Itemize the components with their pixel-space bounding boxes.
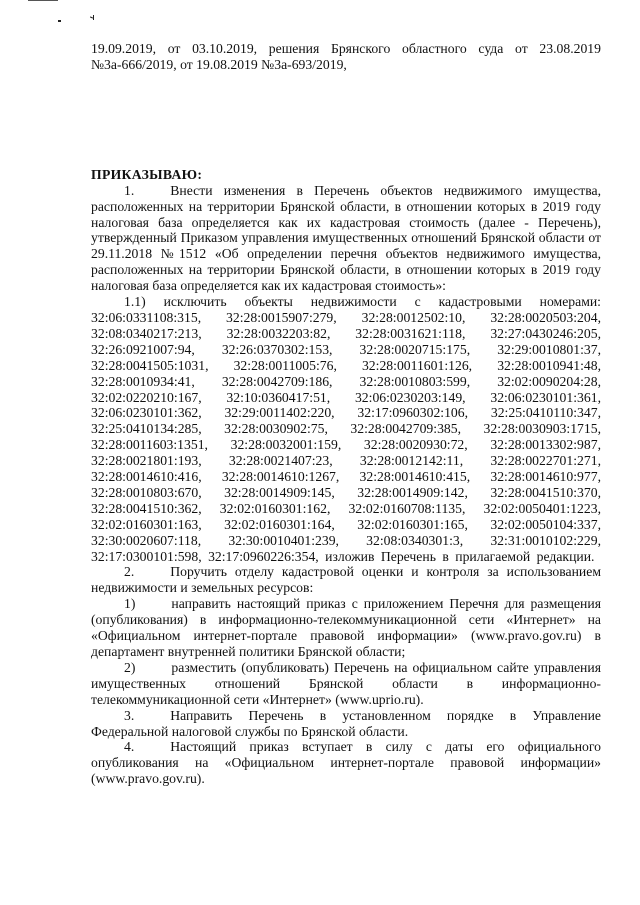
item-2-sub-1-paragraph [91, 596, 601, 660]
item-1-paragraph [91, 183, 601, 294]
item-4-number: 4. [124, 739, 135, 755]
item-2-paragraph [91, 564, 601, 596]
intro-paragraph: 19.09.2019, от 03.10.2019, решения Брянского областного суда от 23.08.2019 №3а-666/2019, от 19.08.2019 №3а-693/2019, [91, 41, 601, 72]
item-2-sub-2-text: разместить (опубликовать) Перечень на официальном сайте управления имущественных отношений Брянской области в информационно-телекоммуникационной сети «Интернет» (www.uprio.ru). [91, 659, 601, 707]
item-3-text: Направить Перечень в установленном порядке в Управление Федеральной налоговой службы по Брянской области. [91, 707, 601, 739]
order-heading: ПРИКАЗЫВАЮ: [91, 166, 203, 182]
scan-speck [58, 20, 61, 22]
document-page [91, 41, 601, 787]
subitem-1-1-tail: изложив Перечень в прилагаемой редакции. [325, 548, 595, 564]
item-3-number: 3. [124, 707, 135, 723]
subitem-1-1-lead: 1.1) исключить объекты недвижимости с кадастровыми номерами: [124, 294, 601, 310]
item-1-text: Внести изменения в Перечень объектов недвижимого имущества, расположенных на территории Брянской области, в отношении которых в 2019 году налоговая база определяется как их кадастровая стоимость (далее - Перечень), утвержденный Приказом управления имущественных отношений Брянской области от 29.11.2018 №1512 «Об определении перечня объектов недвижимого имущества, расположенных на территории Брянской области, в отношении которых в 2019 году налоговая база определяется как их кадастровая стоимость»: [91, 182, 601, 294]
item-2-text: Поручить отделу кадастровой оценки и контроля за использованием недвижимости и земельных ресурсов: [91, 564, 601, 596]
item-2-number: 2. [124, 564, 135, 580]
item-2-sub-2-paragraph [91, 660, 601, 708]
item-2-sub-2-number: 2) [124, 659, 136, 675]
item-4-paragraph [91, 739, 601, 787]
item-4-text: Настоящий приказ вступает в силу с даты его официального опубликования на «Официальном интернет-портале правовой информации» (www.pravo.gov.ru). [91, 739, 601, 787]
item-1-number: 1. [124, 182, 135, 198]
item-2-sub-1-text: направить настоящий приказ с приложением Перечня для размещения (опубликования) в информационно-телекоммуникационной сети «Интернет» на «Официальном интернет-портале правовой информации» (www.pravo.gov.ru) в департамент внутренней политики Брянской области; [91, 596, 601, 659]
cadastral-numbers-list: 32:06:0331108:315, 32:28:0015907:279, 32:28:0012502:10, 32:28:0020503:204, 32:08:0340217:213, 32:28:0032203:82, 32:28:0031621:118, 32:27:0430246:205, 32:26:0921007:94, 32:26:0370302:153, 32:28:0020715:175, 32:29:0010801:37, 32:28:0041505:1031, 32:28:0011005:76, 32:28:0011601:126, 32:28:0010941:48, 32:28:0010934:41, 32:28:0042709:186, 32:28:0010803:599, 32:02:0090204:28, 32:02:0220210:167, 32:10:0360417:51, 32:06:0230203:149, 32:06:0230101:361, 32:06:0230101:362, 32:29:0011402:220, 32:17:0960302:106, 32:25:0410110:347, 32:25:0410134:285, 32:28:0030902:75, 32:28:0042709:385, 32:28:0030903:1715, 32:28:0011603:1351, 32:28:0032001:159, 32:28:0020930:72, 32:28:0013302:987, 32:28:0021801:193, 32:28:0021407:23, 32:28:0012142:11, 32:28:0022701:271, 32:28:0014610:416, 32:28:0014610:1267, 32:28:0014610:415, 32:28:0014610:977, 32:28:0010803:670, 32:28:0014909:145, 32:28:0014909:142, 32:28:0041510:370, 32:28:0041510:362, 32:02:0160301:162, 32:02:0160708:1135, 32:02:0050401:1223, 32:02:0160301:163, 32:02:0160301:164, 32:02:0160301:165, 32:02:0050104:337, 32:30:0020607:118, 32:30:0010401:239, 32:08:0340301:3, 32:31:0010102:229, 32:17:0300101:598, 32:17:0960226:354, [91, 309, 601, 564]
subitem-1-1-paragraph [91, 294, 601, 564]
scan-tick-mark [90, 14, 96, 20]
item-3-paragraph [91, 708, 601, 740]
scan-edge-line [28, 0, 58, 1]
item-2-sub-1-number: 1) [124, 596, 136, 612]
